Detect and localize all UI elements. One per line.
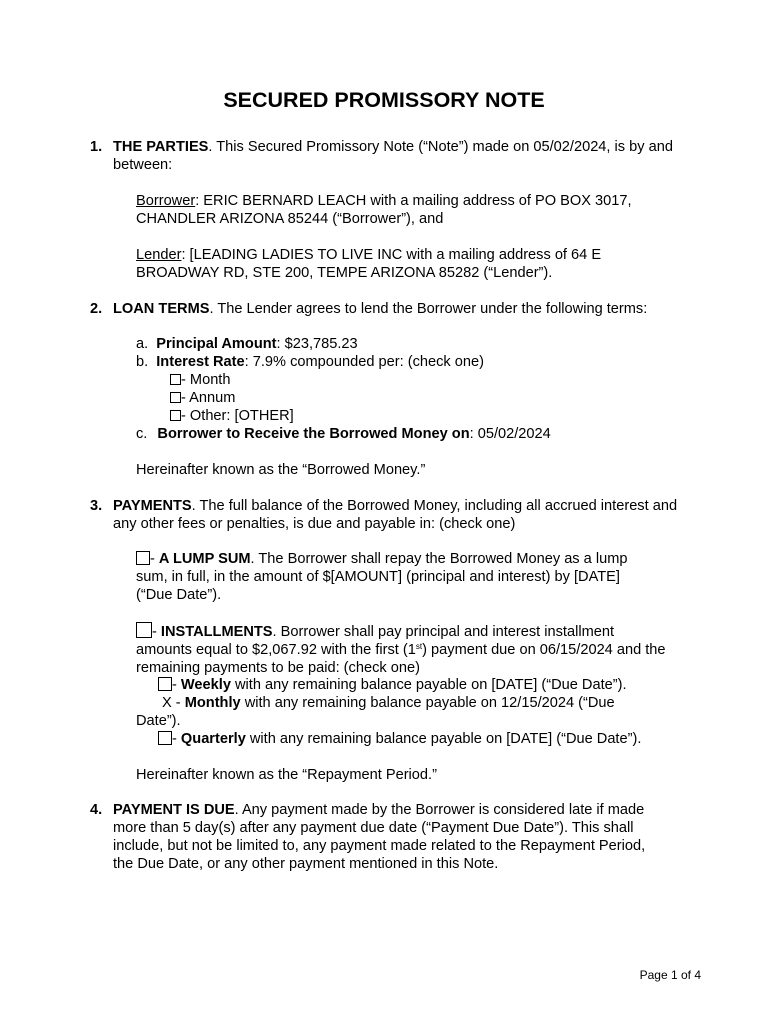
borrower-label: Borrower [136, 193, 196, 209]
lump-sum-checkbox[interactable] [136, 551, 150, 565]
monthly-label: Monthly [184, 695, 241, 711]
section-text: . The Lender agrees to lend the Borrower under the following terms: [209, 301, 648, 317]
quarterly-option [158, 730, 641, 748]
page-number: Page 1 of 4 [639, 968, 701, 982]
option-label: - Annum [181, 390, 236, 406]
weekly-text: with any remaining balance payable on [DATE] (“Due Date”). [230, 677, 627, 693]
interest-rate-item [136, 353, 484, 371]
section-text: . Any payment made by the Borrower is considered late if made more than 5 day(s) after any payment due date (“Payment Due Date”). This shall include, but not be limited to, any payment made related to the Repayment Period, the Due Date, or any other payment mentioned in this Note. [113, 802, 646, 872]
list-marker: c. [136, 426, 148, 442]
quarterly-text: with any remaining balance payable on [DATE] (“Due Date”). [245, 731, 642, 747]
section-payment-due [90, 801, 680, 873]
borrower-paragraph [136, 192, 666, 228]
lump-sum-text: . The Borrower shall repay the Borrowed Money as a lump sum, in full, in the amount of $[AMOUNT] (principal and interest) by [DATE] (“Due Date”). [136, 551, 628, 603]
installments-checkbox[interactable] [136, 622, 152, 638]
document-title: SECURED PROMISSORY NOTE [223, 88, 545, 112]
installments-text: . Borrower shall pay principal and interest installment amounts equal to $2,067.92 with the first (1 [136, 624, 615, 658]
weekly-checkbox[interactable] [158, 677, 172, 691]
lender-text: : [LEADING LADIES TO LIVE INC with a mailing address of 64 E BROADWAY RD, STE 200, TEMPE ARIZONA 85282 (“Lender”). [136, 247, 602, 281]
monthly-option [162, 694, 615, 712]
section-parties [90, 138, 680, 174]
list-marker: b. [136, 354, 149, 370]
section-text: . This Secured Promissory Note (“Note”) made on 05/02/2024, is by and between: [113, 139, 673, 173]
option-dash: - [172, 731, 181, 747]
receive-date-value: : 05/02/2024 [469, 426, 551, 442]
monthly-check-mark: X - [162, 695, 185, 711]
lump-sum-option [136, 550, 656, 604]
option-annum[interactable] [170, 389, 235, 407]
principal-amount-value: : $23,785.23 [276, 336, 358, 352]
lender-paragraph [136, 246, 636, 282]
section-heading: THE PARTIES [113, 139, 209, 155]
option-label: - Other: [OTHER] [181, 408, 294, 424]
section-heading: PAYMENTS [113, 498, 192, 514]
option-dash: - [172, 677, 181, 693]
lender-label: Lender [136, 247, 182, 263]
section-payments [90, 497, 680, 533]
installments-option [136, 622, 666, 677]
other-checkbox[interactable] [170, 410, 181, 421]
installments-label: INSTALLMENTS [160, 624, 273, 640]
quarterly-checkbox[interactable] [158, 731, 172, 745]
section-number: 4. [90, 802, 103, 818]
annum-checkbox[interactable] [170, 392, 181, 403]
weekly-label: Weekly [180, 677, 231, 693]
section-heading: PAYMENT IS DUE [113, 802, 235, 818]
section-number: 2. [90, 301, 103, 317]
option-dash: - [152, 624, 161, 640]
option-other[interactable] [170, 407, 294, 425]
monthly-text-continued: Date”). [136, 713, 181, 729]
receive-date-label: Borrower to Receive the Borrowed Money on [157, 426, 470, 442]
installments-text-continued: ) payment due on 06/15/2024 and the remaining payments to be paid: (check one) [136, 642, 666, 676]
list-marker: a. [136, 336, 149, 352]
interest-rate-value: : 7.9% compounded per: (check one) [244, 354, 484, 370]
lump-sum-label: A LUMP SUM [158, 551, 251, 567]
quarterly-label: Quarterly [180, 731, 246, 747]
option-dash: - [150, 551, 159, 567]
repayment-period-note: Hereinafter known as the “Repayment Period.” [136, 767, 437, 783]
option-label: - Month [181, 372, 231, 388]
section-number: 3. [90, 498, 103, 514]
option-month[interactable] [170, 371, 230, 389]
ordinal-suffix: st [415, 642, 423, 651]
monthly-text: with any remaining balance payable on 12/15/2024 (“Due [240, 695, 615, 711]
section-loan-terms [90, 300, 680, 318]
principal-amount-item [136, 335, 358, 353]
section-number: 1. [90, 139, 103, 155]
weekly-option [158, 676, 627, 694]
principal-amount-label: Principal Amount [156, 336, 277, 352]
borrower-text: : ERIC BERNARD LEACH with a mailing address of PO BOX 3017, CHANDLER ARIZONA 85244 (“Borrower”), and [136, 193, 632, 227]
section-heading: LOAN TERMS [113, 301, 210, 317]
receive-date-item [136, 425, 551, 443]
month-checkbox[interactable] [170, 374, 181, 385]
borrowed-money-note: Hereinafter known as the “Borrowed Money.” [136, 462, 426, 478]
interest-rate-label: Interest Rate [156, 354, 245, 370]
section-text: . The full balance of the Borrowed Money, including all accrued interest and any other fees or penalties, is due and payable in: (check one) [113, 498, 678, 532]
